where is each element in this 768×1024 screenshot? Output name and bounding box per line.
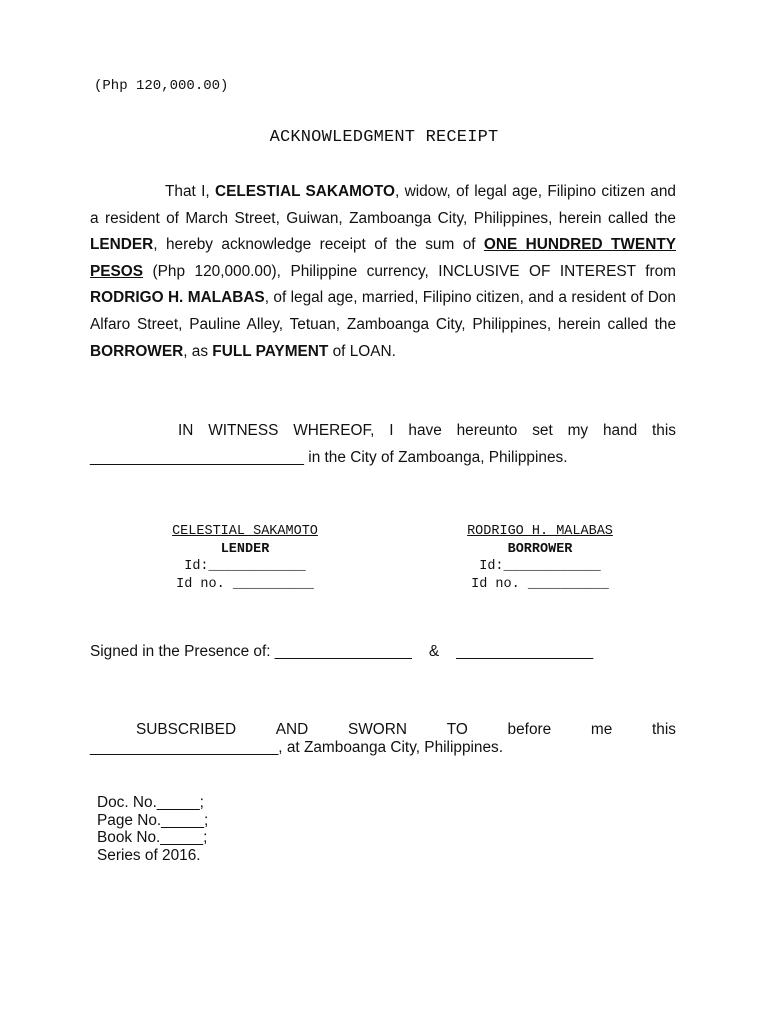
subscribed-paragraph: [90, 721, 676, 757]
doc-no: Doc. No._____;: [97, 794, 204, 811]
subscribed-word: TO: [446, 721, 468, 738]
lender-signature-name: CELESTIAL SAKAMOTO: [172, 524, 318, 539]
borrower-id-no: Id no. __________: [471, 576, 609, 592]
para-text: That I,: [165, 183, 215, 200]
para-text: , widow, of legal age, Filipino citizen and a resident of March Street, Guiwan, Zamboanga City, Philippines, herein called the: [90, 183, 676, 227]
borrower-signature-name: RODRIGO H. MALABAS: [467, 524, 613, 539]
series: Series of 2016.: [97, 846, 201, 864]
full-payment-label: FULL PAYMENT: [212, 342, 329, 360]
book-no: Book No._____;: [97, 829, 208, 846]
borrower-role: BORROWER: [507, 541, 573, 557]
receipt-paragraph: [90, 179, 676, 365]
subscribed-word: SWORN: [348, 721, 407, 738]
lender-label: LENDER: [90, 236, 154, 254]
notarial-block: [97, 794, 208, 864]
para-text: in the City of Zamboanga, Philippines.: [304, 448, 568, 466]
para-text: IN WITNESS WHEREOF, I have hereunto set my hand this: [178, 422, 676, 439]
page-no: Page No._____;: [97, 811, 209, 829]
para-text: , hereby acknowledge receipt of the sum of: [153, 236, 484, 254]
lender-name: CELESTIAL SAKAMOTO: [214, 183, 395, 200]
para-text: , of legal age, married, Filipino citizen, and a resident of Don Alfaro Street, Pauline Alley, Tetuan, Zamboanga City, Philippines, herein called the: [90, 289, 676, 333]
subscribed-line-2: ______________________, at Zamboanga City, Philippines.: [90, 739, 504, 756]
subscribed-line-1: [90, 721, 676, 739]
borrower-name: RODRIGO H. MALABAS: [90, 289, 265, 307]
borrower-id: Id:____________: [479, 559, 601, 574]
witnesses-line: Signed in the Presence of: ________________ & ________________: [90, 643, 594, 660]
amount-in-words: ONE HUNDRED TWENTY PESOS: [90, 236, 676, 280]
para-text: , as: [183, 342, 213, 360]
lender-id-no: Id no. __________: [176, 576, 314, 592]
subscribed-word: before: [507, 721, 552, 738]
subscribed-word: me: [590, 721, 613, 738]
lender-role: LENDER: [220, 541, 270, 557]
subscribed-word: this: [652, 721, 676, 738]
amount-header: (Php 120,000.00): [94, 78, 229, 94]
document-title: ACKNOWLEDGMENT RECEIPT: [269, 128, 499, 147]
date-blank: _________________________: [90, 448, 304, 466]
lender-id: Id:____________: [184, 559, 306, 574]
borrower-signature-block: [425, 523, 655, 593]
borrower-label: BORROWER: [90, 342, 184, 360]
witness-paragraph: [90, 418, 676, 471]
lender-signature-block: [130, 523, 360, 593]
subscribed-word: AND: [275, 721, 309, 738]
subscribed-word: SUBSCRIBED: [136, 721, 237, 738]
para-text: (Php 120,000.00), Philippine currency, INCLUSIVE OF INTEREST from: [143, 262, 676, 280]
para-text: of LOAN.: [328, 342, 396, 360]
